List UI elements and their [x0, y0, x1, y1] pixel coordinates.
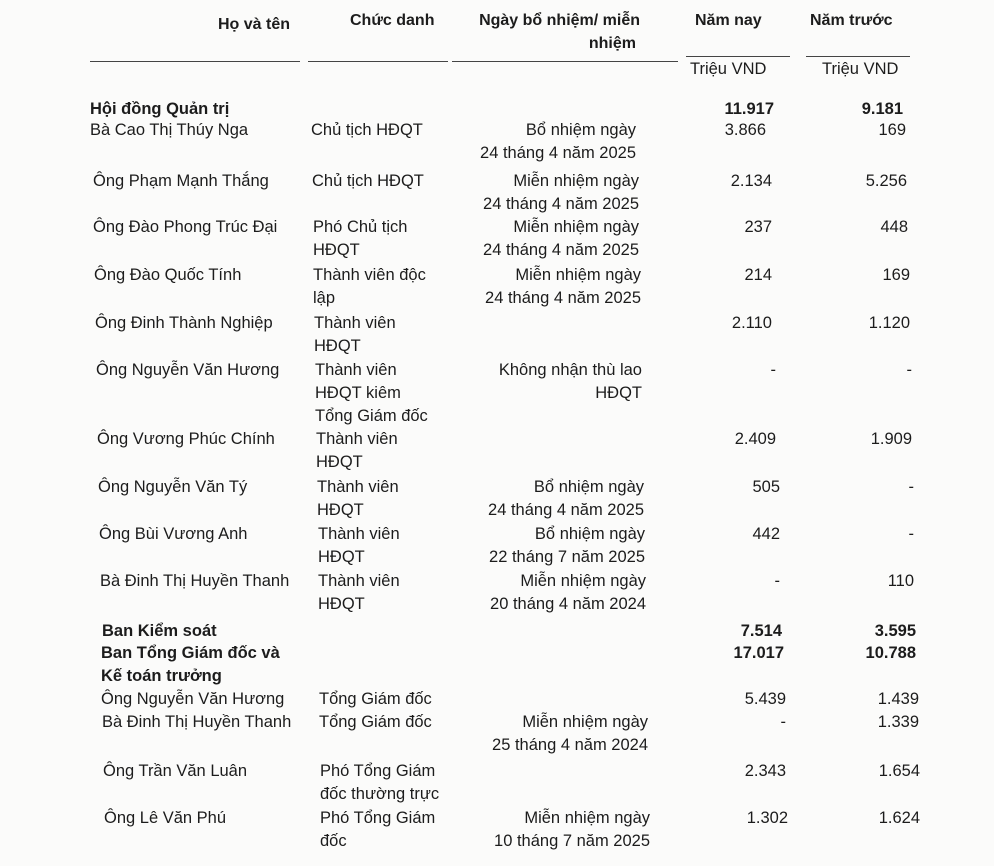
- position-title: HĐQT: [314, 337, 361, 355]
- person-name: Ông Lê Văn Phú: [104, 809, 227, 827]
- position-title: HĐQT: [317, 501, 364, 519]
- header-rule-prior: [806, 56, 910, 57]
- appointment-note: 20 tháng 4 năm 2024: [490, 595, 646, 613]
- amount-current-year: 214: [744, 266, 772, 284]
- amount-prior-year: -: [908, 478, 914, 496]
- person-name: Ông Đào Phong Trúc Đại: [93, 218, 278, 236]
- person-name: Ông Bùi Vương Anh: [99, 525, 248, 543]
- person-name: Ông Đinh Thành Nghiệp: [95, 314, 273, 332]
- person-name: Bà Đinh Thị Huyền Thanh: [100, 572, 290, 590]
- person-name: Bà Đinh Thị Huyền Thanh: [102, 713, 292, 731]
- amount-current-year: 2.343: [744, 762, 786, 780]
- position-title: Phó Chủ tịch: [313, 218, 408, 236]
- amount-current-year: 442: [752, 525, 780, 543]
- appointment-note: Miễn nhiệm ngày: [524, 809, 650, 827]
- header-title: Chức danh: [350, 12, 435, 29]
- amount-prior-year: -: [906, 361, 912, 379]
- amount-prior-year: 1.339: [877, 713, 919, 731]
- position-title: Chủ tịch HĐQT: [312, 172, 424, 190]
- appointment-note: Bổ nhiệm ngày: [525, 121, 636, 139]
- header-rule-title: [308, 61, 448, 62]
- amount-current-year: 11.917: [724, 100, 774, 118]
- person-name: Ông Phạm Mạnh Thắng: [93, 172, 269, 190]
- appointment-note: Miễn nhiệm ngày: [513, 172, 639, 190]
- amount-prior-year: 169: [882, 266, 910, 284]
- position-title: Thành viên: [316, 430, 398, 448]
- amount-current-year: -: [780, 713, 786, 731]
- amount-prior-year: 9.181: [861, 100, 903, 118]
- amount-current-year: 2.110: [731, 314, 772, 332]
- position-title: Phó Tổng Giám: [320, 809, 436, 827]
- amount-current-year: 1.302: [746, 809, 788, 827]
- amount-prior-year: 5.256: [865, 172, 907, 190]
- header-date-line2: nhiệm: [588, 35, 636, 52]
- position-title: lập: [313, 289, 336, 307]
- appointment-note: Miễn nhiệm ngày: [515, 266, 641, 284]
- unit-prior: Triệu VND: [822, 60, 899, 78]
- appointment-note: 25 tháng 4 năm 2024: [492, 736, 648, 754]
- appointment-note: Bổ nhiệm ngày: [534, 525, 645, 543]
- header-current-year: Năm nay: [695, 12, 762, 29]
- header-rule-date: [452, 61, 678, 62]
- amount-prior-year: 169: [878, 121, 906, 139]
- position-title: Tổng Giám đốc: [315, 407, 428, 425]
- position-title: Chủ tịch HĐQT: [311, 121, 423, 139]
- position-title: HĐQT: [318, 595, 365, 613]
- position-title: HĐQT kiêm: [315, 384, 401, 402]
- appointment-note: Miễn nhiệm ngày: [513, 218, 639, 236]
- amount-prior-year: 1.439: [877, 690, 919, 708]
- amount-prior-year: 1.909: [870, 430, 912, 448]
- person-name: Ông Vương Phúc Chính: [97, 430, 275, 448]
- appointment-note: Miễn nhiệm ngày: [520, 572, 646, 590]
- amount-current-year: 2.409: [734, 430, 776, 448]
- appointment-note: 24 tháng 4 năm 2025: [485, 289, 641, 307]
- position-title: Thành viên: [314, 314, 396, 332]
- amount-current-year: 237: [744, 218, 772, 236]
- position-title: Thành viên: [318, 525, 400, 543]
- person-name: Bà Cao Thị Thúy Nga: [90, 121, 249, 139]
- section-heading: Hội đồng Quản trị: [90, 100, 230, 118]
- amount-current-year: 3.866: [724, 121, 766, 139]
- position-title: Thành viên độc: [313, 266, 426, 284]
- amount-prior-year: 448: [880, 218, 908, 236]
- appointment-note: Miễn nhiệm ngày: [522, 713, 648, 731]
- person-name: Ông Trần Văn Luân: [103, 762, 248, 780]
- amount-prior-year: 110: [887, 572, 914, 590]
- appointment-note: 24 tháng 4 năm 2025: [483, 195, 639, 213]
- amount-prior-year: 1.120: [868, 314, 910, 332]
- amount-current-year: 17.017: [733, 644, 784, 662]
- position-title: đốc: [320, 832, 347, 850]
- position-title: Thành viên: [318, 572, 400, 590]
- appointment-note: 24 tháng 4 năm 2025: [483, 241, 639, 259]
- position-title: đốc thường trực: [320, 785, 440, 803]
- position-title: Thành viên: [317, 478, 399, 496]
- appointment-note: 10 tháng 7 năm 2025: [494, 832, 650, 850]
- position-title: HĐQT: [318, 548, 365, 566]
- header-date-line1: Ngày bổ nhiệm/ miễn: [479, 12, 640, 29]
- amount-prior-year: 10.788: [865, 644, 916, 662]
- appointment-note: HĐQT: [595, 384, 642, 402]
- amount-current-year: -: [770, 361, 776, 379]
- person-name: Ông Nguyễn Văn Tý: [98, 478, 248, 496]
- header-rule-name: [90, 61, 300, 62]
- amount-prior-year: 1.654: [878, 762, 920, 780]
- amount-current-year: 505: [752, 478, 780, 496]
- appointment-note: Không nhận thù lao: [498, 361, 642, 379]
- appointment-note: 24 tháng 4 năm 2025: [480, 144, 636, 162]
- appointment-note: Bổ nhiệm ngày: [533, 478, 644, 496]
- section-heading-line2: Kế toán trưởng: [101, 667, 222, 685]
- header-name: Họ và tên: [218, 16, 291, 33]
- unit-current: Triệu VND: [690, 60, 767, 78]
- appointment-note: 22 tháng 7 năm 2025: [489, 548, 645, 566]
- amount-prior-year: -: [908, 525, 914, 543]
- section-heading: Ban Kiểm soát: [102, 622, 217, 640]
- header-rule-current: [686, 56, 790, 57]
- person-name: Ông Đào Quốc Tính: [94, 266, 242, 284]
- amount-prior-year: 3.595: [874, 622, 916, 640]
- position-title: HĐQT: [316, 453, 363, 471]
- section-heading: Ban Tổng Giám đốc và: [101, 644, 280, 662]
- appointment-note: 24 tháng 4 năm 2025: [488, 501, 644, 519]
- position-title: Phó Tổng Giám: [320, 762, 436, 780]
- position-title: Tổng Giám đốc: [319, 713, 432, 731]
- amount-current-year: -: [774, 572, 780, 590]
- person-name: Ông Nguyễn Văn Hương: [96, 361, 280, 379]
- position-title: Thành viên: [315, 361, 397, 379]
- amount-current-year: 2.134: [730, 172, 772, 190]
- position-title: HĐQT: [313, 241, 360, 259]
- header-prior-year: Năm trước: [810, 12, 893, 29]
- person-name: Ông Nguyễn Văn Hương: [101, 690, 285, 708]
- position-title: Tổng Giám đốc: [319, 690, 432, 708]
- amount-current-year: 5.439: [744, 690, 786, 708]
- amount-current-year: 7.514: [740, 622, 782, 640]
- amount-prior-year: 1.624: [878, 809, 920, 827]
